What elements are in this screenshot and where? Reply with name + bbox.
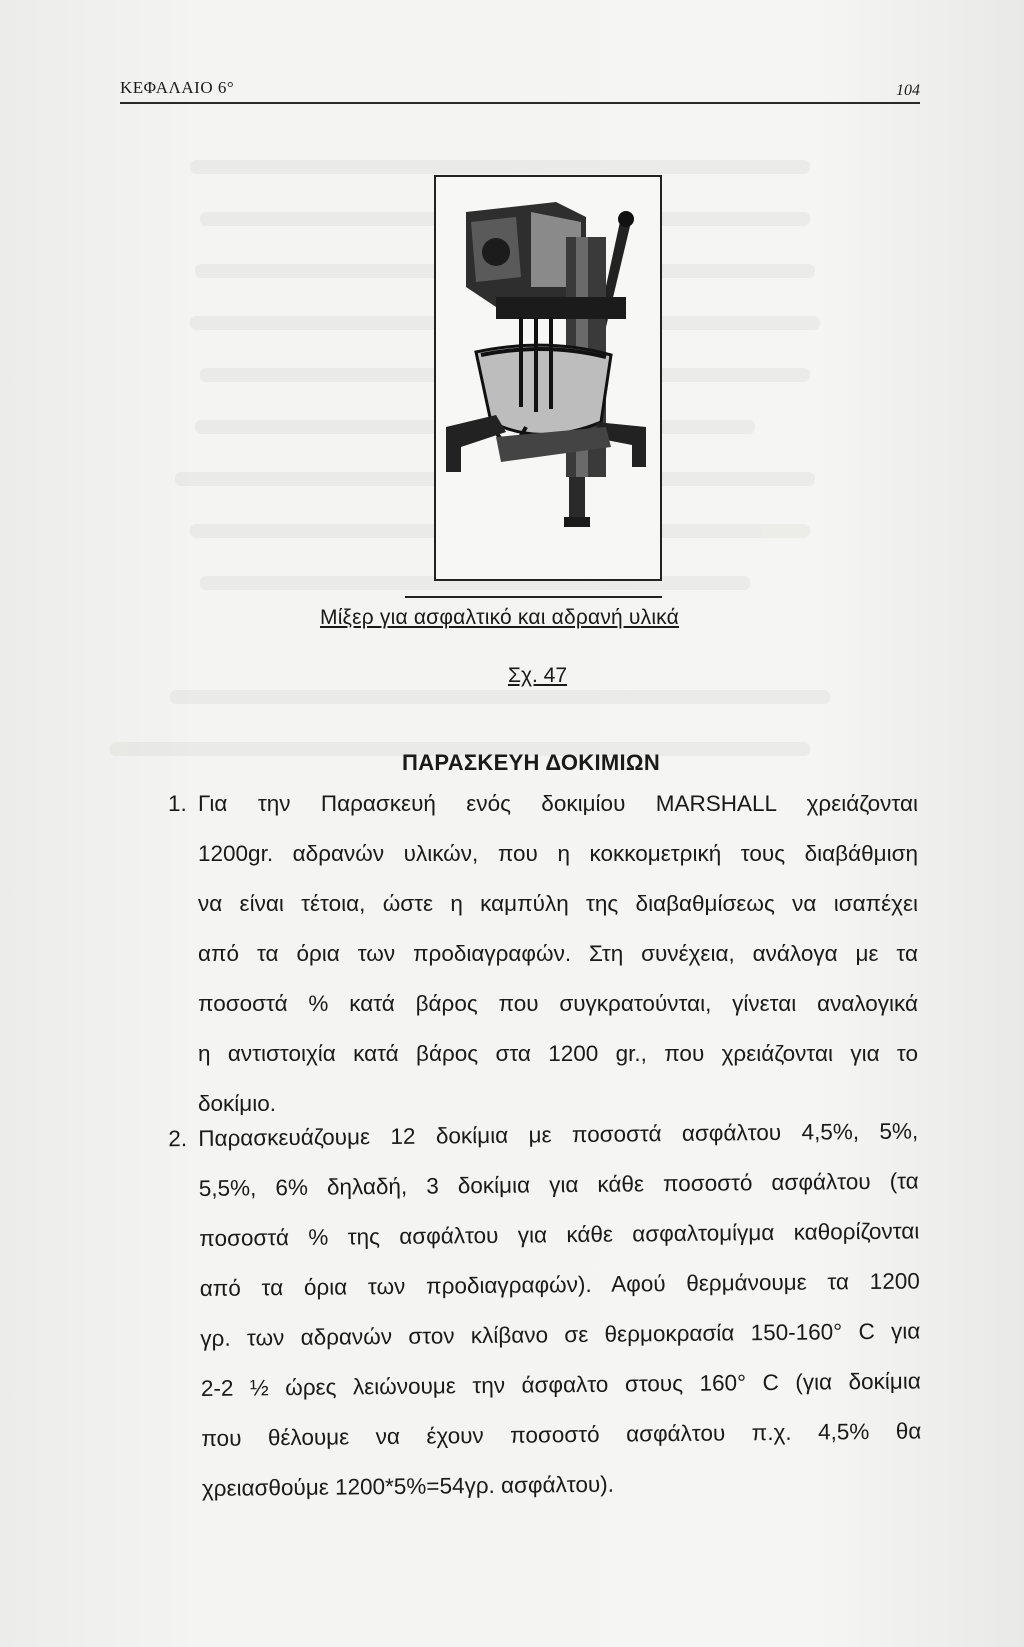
mixer-figure (434, 175, 662, 581)
text-line: που θέλουμε να έχουν ποσοστό ασφάλτου π.χ. 4,5% θα (201, 1418, 922, 1451)
text-line: 2-2 ½ ώρες λειώνουμε την άσφαλτο στους 160° C (για δοκίμια (200, 1368, 921, 1401)
text-line: Για την Παρασκευή ενός δοκιμίου MARSHALL χρειάζονται (198, 791, 918, 816)
text-line: να είναι τέτοια, ώστε η καμπύλη της διαβαθμίσεως να ισαπέχει (198, 891, 918, 916)
text-line: ποσοστά % κατά βάρος που συγκρατούνται, γίνεται αναλογικά (198, 991, 918, 1016)
text-line: 5,5%, 6% δηλαδή, 3 δοκίμια για κάθε ποσοστό ασφάλτου (τα (198, 1168, 919, 1201)
text-line: 1200gr. αδρανών υλικών, που η κοκκομετρική τους διαβάθμιση (198, 841, 918, 866)
text-line: δοκίμιο. (198, 1091, 277, 1116)
figure-rule (405, 596, 662, 598)
figure-number: Σχ. 47 (508, 664, 568, 687)
text-line: από τα όρια των προδιαγραφών). Αφού θερμάνουμε τα 1200 (199, 1268, 920, 1301)
paragraph-2 (168, 1106, 922, 1514)
page-header (120, 62, 920, 104)
text-line: ποσοστά % της ασφάλτου για κάθε ασφαλτομίγμα καθορίζονται (199, 1218, 920, 1251)
paragraph-1 (168, 779, 918, 1129)
list-number: 1. (168, 791, 187, 816)
text-line: γρ. των αδρανών στον κλίβανο σε θερμοκρασία 150-160° C για (200, 1318, 921, 1351)
section-title: ΠΑΡΑΣΚΕΥΗ ΔΟΚΙΜΙΩΝ (402, 750, 661, 775)
figure-caption: Μίξερ για ασφαλτικό και αδρανή υλικά (320, 606, 679, 629)
list-number: 2. (168, 1126, 188, 1152)
text-line: Παρασκευάζουμε 12 δοκίμια με ποσοστά ασφάλτου 4,5%, 5%, (198, 1118, 919, 1151)
mixer-illustration (436, 177, 660, 579)
text-line: από τα όρια των προδιαγραφών. Στη συνέχεια, ανάλογα με τα (198, 941, 918, 966)
text-line: η αντιστοιχία κατά βάρος στα 1200 gr., που χρειάζονται για το (198, 1041, 918, 1066)
chapter-label: ΚΕΦΑΛΑΙΟ 6° (120, 78, 235, 97)
text-line: χρειασθούμε 1200*5%=54γρ. ασφάλτου). (201, 1471, 615, 1501)
page-number: 104 (896, 82, 920, 99)
